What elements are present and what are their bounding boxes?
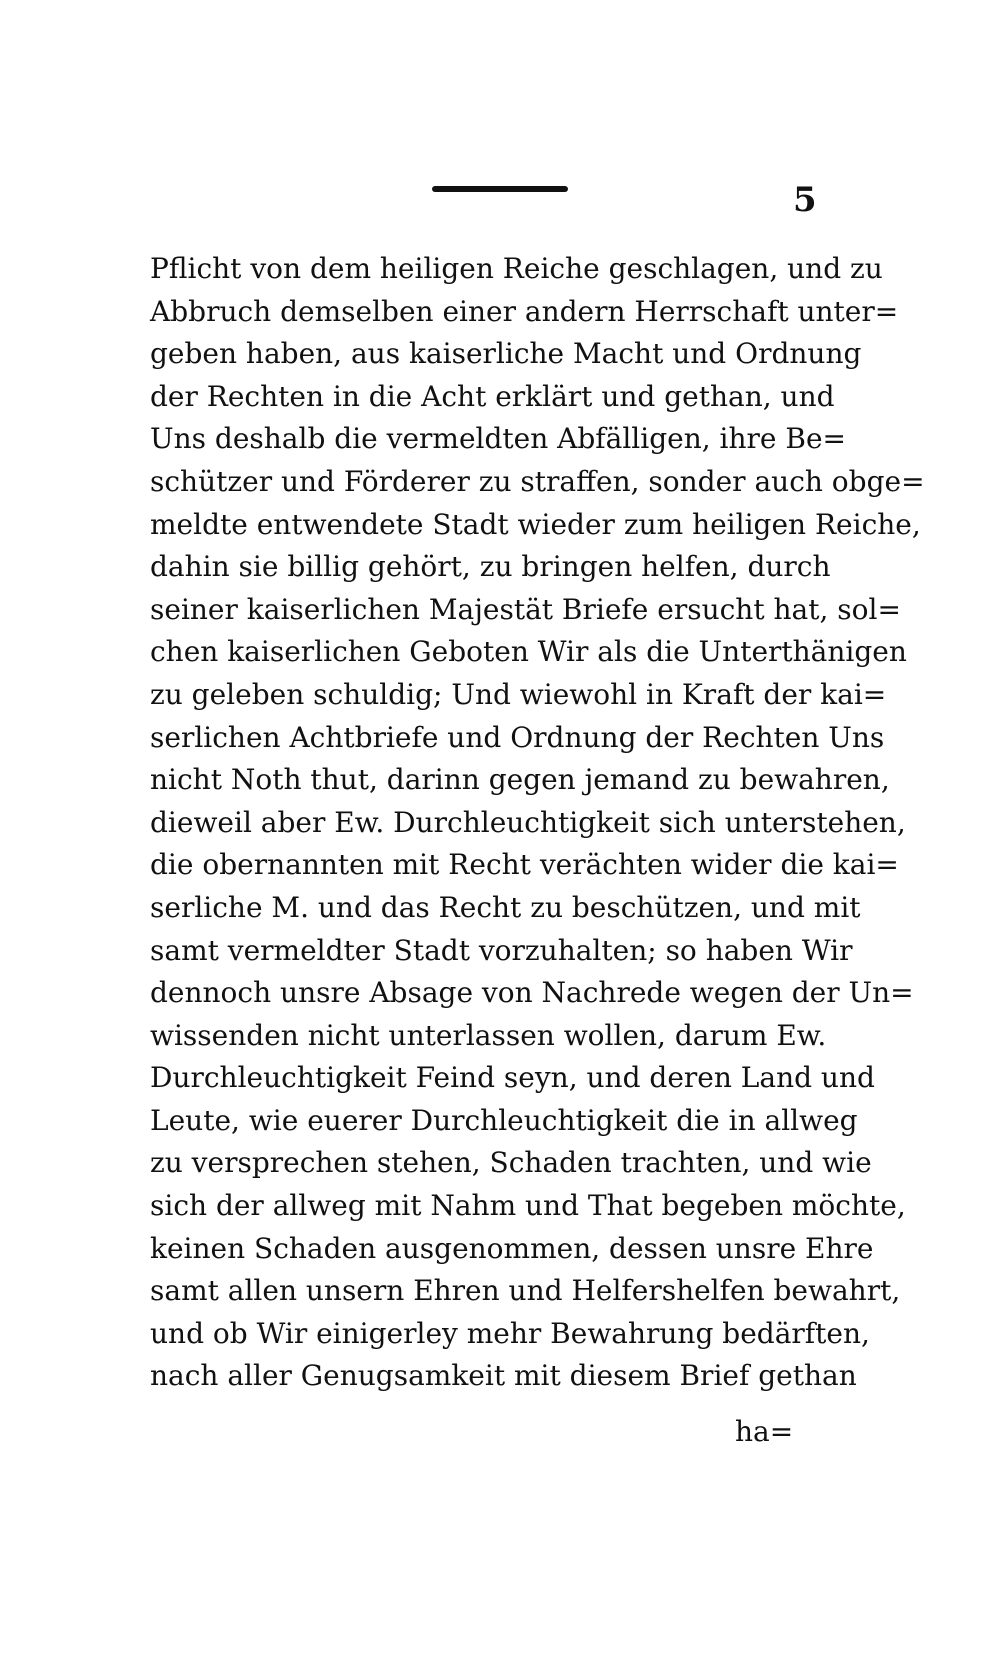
text-line: Durchleuchtigkeit Feind seyn, und deren Land und — [150, 1061, 875, 1095]
text-line: dieweil aber Ew. Durchleuchtigkeit sich unterstehen, — [150, 805, 906, 839]
text-line: serliche M. und das Recht zu beschützen, und mit — [150, 890, 861, 924]
text-line: wissenden nicht unterlassen wollen, darum Ew. — [150, 1018, 827, 1052]
text-line: nach aller Genugsamkeit mit diesem Brief gethan — [150, 1359, 857, 1393]
header-rule — [432, 186, 568, 192]
text-line: samt allen unsern Ehren und Helfershelfen bewahrt, — [150, 1274, 901, 1308]
catchword: ha= — [735, 1415, 794, 1448]
text-line: Uns deshalb die vermeldten Abfälligen, ihre Be= — [150, 422, 846, 456]
text-line: und ob Wir einigerley mehr Bewahrung bedärften, — [150, 1316, 870, 1350]
text-line: seiner kaiserlichen Majestät Briefe ersucht hat, sol= — [150, 592, 901, 626]
text-line: samt vermeldter Stadt vorzuhalten; so haben Wir — [150, 933, 853, 967]
text-line: zu versprechen stehen, Schaden trachten, und wie — [150, 1146, 872, 1180]
text-line: dennoch unsre Absage von Nachrede wegen der Un= — [150, 976, 914, 1010]
text-line: geben haben, aus kaiserliche Macht und Ordnung — [150, 337, 862, 371]
text-line: sich der allweg mit Nahm und That begeben möchte, — [150, 1189, 906, 1223]
text-line: Abbruch demselben einer andern Herrschaft unter= — [150, 294, 899, 328]
text-line: nicht Noth thut, darinn gegen jemand zu bewahren, — [150, 763, 890, 797]
text-line: schützer und Förderer zu straffen, sonder auch obge= — [150, 464, 925, 498]
text-line: keinen Schaden ausgenommen, dessen unsre Ehre — [150, 1231, 874, 1265]
text-line: chen kaiserlichen Geboten Wir als die Unterthänigen — [150, 635, 907, 669]
text-line: zu geleben schuldig; Und wiewohl in Kraft der kai= — [150, 677, 887, 711]
page-number: 5 — [793, 180, 817, 220]
text-line: meldte entwendete Stadt wieder zum heiligen Reiche, — [150, 507, 921, 541]
text-line: Leute, wie euerer Durchleuchtigkeit die in allweg — [150, 1103, 858, 1137]
text-line: serlichen Achtbriefe und Ordnung der Rechten Uns — [150, 720, 885, 754]
body-text — [150, 248, 925, 1398]
text-line: dahin sie billig gehört, zu bringen helfen, durch — [150, 550, 831, 584]
text-line: Pflicht von dem heiligen Reiche geschlagen, und zu — [150, 252, 883, 285]
text-line: die obernannten mit Recht verächten wider die kai= — [150, 848, 899, 882]
text-line: der Rechten in die Acht erklärt und gethan, und — [150, 379, 835, 413]
